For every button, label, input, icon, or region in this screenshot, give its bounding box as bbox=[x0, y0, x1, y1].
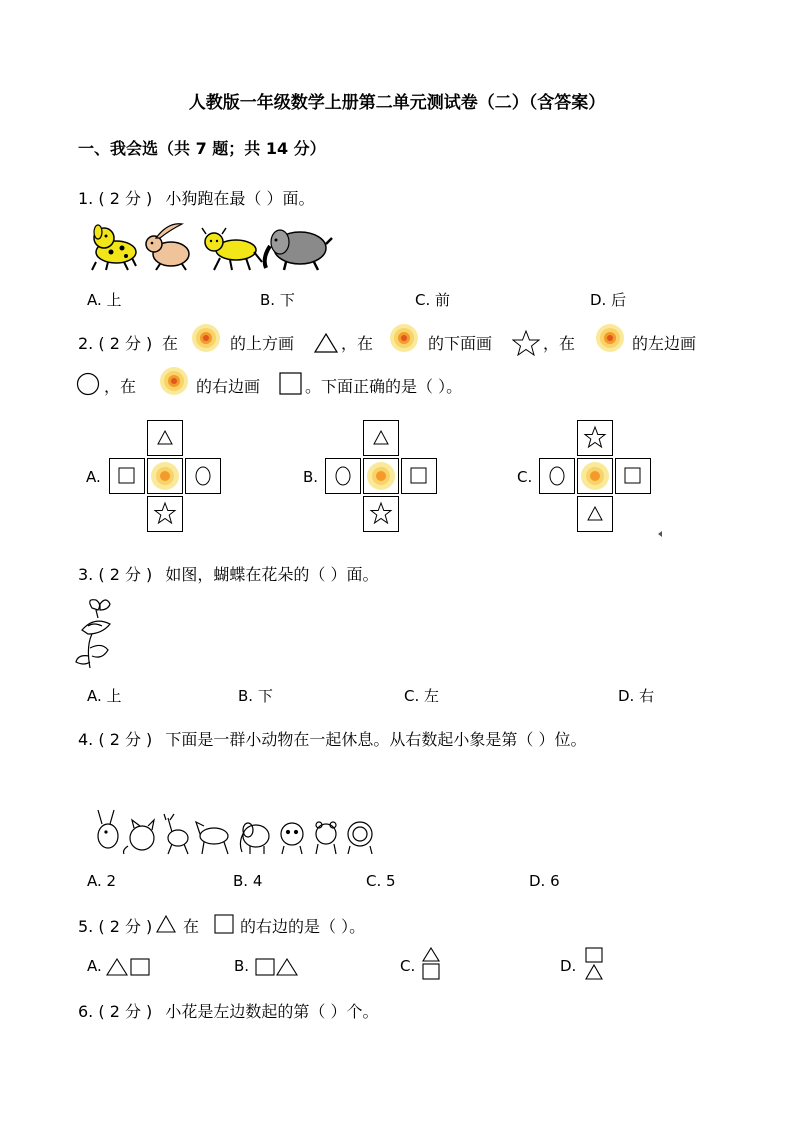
sunflower-icon bbox=[388, 322, 420, 354]
q6-number: 6. bbox=[78, 1002, 94, 1021]
q2-option-a[interactable]: A. bbox=[86, 468, 101, 486]
cow-icon bbox=[202, 228, 262, 270]
cell-left bbox=[109, 458, 145, 494]
q3-option-a[interactable]: A. 上 bbox=[87, 687, 122, 705]
q5-text-2: 的右边的是（ ）。 bbox=[240, 917, 366, 936]
q5-text-1: 在 bbox=[183, 917, 200, 936]
lion-icon bbox=[348, 822, 372, 854]
animals-line-drawing bbox=[92, 806, 382, 856]
q1-number: 1. bbox=[78, 189, 94, 208]
cell-bottom bbox=[147, 496, 183, 532]
dog-icon bbox=[92, 225, 136, 270]
sunflower-icon bbox=[158, 365, 190, 397]
cell-center bbox=[147, 458, 183, 494]
cell-bottom bbox=[363, 496, 399, 532]
question-3 bbox=[78, 562, 378, 585]
q5-score: ( 2 分 ) bbox=[98, 917, 153, 936]
deer-icon bbox=[164, 814, 188, 854]
butterfly-flower-picture bbox=[72, 596, 122, 672]
sunflower-icon bbox=[190, 322, 222, 354]
horse-icon bbox=[196, 822, 228, 854]
cell-right bbox=[401, 458, 437, 494]
q5-option-b[interactable]: B. bbox=[234, 957, 250, 975]
rabbit-icon bbox=[98, 810, 118, 848]
cell-left bbox=[325, 458, 361, 494]
q1-option-d[interactable]: D. 后 bbox=[590, 291, 627, 309]
triangle-square-figure bbox=[106, 957, 152, 977]
cell-center bbox=[363, 458, 399, 494]
q6-score: ( 2 分 ) bbox=[98, 1002, 153, 1021]
triangle-icon bbox=[156, 915, 176, 933]
q4-text: 下面是一群小动物在一起休息。从右数起小象是第（ ）位。 bbox=[165, 730, 587, 749]
elephant-icon bbox=[240, 823, 269, 854]
q4-number: 4. bbox=[78, 730, 94, 749]
q5-number-score bbox=[78, 914, 152, 937]
square-icon bbox=[279, 372, 302, 395]
q1-option-b[interactable]: B. 下 bbox=[260, 291, 295, 309]
cell-top bbox=[363, 420, 399, 456]
q2-number-score bbox=[78, 331, 152, 354]
q5-option-c[interactable]: C. bbox=[400, 957, 416, 975]
question-4 bbox=[78, 727, 586, 750]
q5-number: 5. bbox=[78, 917, 94, 936]
q2-text-4: 的下面画 bbox=[428, 334, 493, 353]
q4-score: ( 2 分 ) bbox=[98, 730, 153, 749]
cell-top bbox=[577, 420, 613, 456]
cat-icon bbox=[124, 820, 155, 854]
q1-option-c[interactable]: C. 前 bbox=[415, 291, 451, 309]
q2-text-7: ，在 bbox=[104, 377, 137, 396]
q5-option-a[interactable]: A. bbox=[87, 957, 102, 975]
section-heading: 一、我会选（共 7 题；共 14 分） bbox=[78, 139, 326, 158]
q2-text-5: ，在 bbox=[543, 334, 576, 353]
q2-figure-b bbox=[325, 420, 439, 534]
q3-text: 如图，蝴蝶在花朵的（ ）面。 bbox=[165, 565, 379, 584]
animals-picture bbox=[86, 218, 336, 274]
q1-score: ( 2 分 ) bbox=[98, 189, 153, 208]
q3-number: 3. bbox=[78, 565, 94, 584]
cell-bottom bbox=[577, 496, 613, 532]
q2-text-6: 的左边画 bbox=[632, 334, 697, 353]
q3-score: ( 2 分 ) bbox=[98, 565, 153, 584]
cell-right bbox=[615, 458, 651, 494]
cell-left bbox=[539, 458, 575, 494]
q5-option-d[interactable]: D. bbox=[560, 957, 577, 975]
triangle-over-square-figure bbox=[421, 947, 441, 981]
q2-text-1: 在 bbox=[162, 334, 179, 353]
q3-option-b[interactable]: B. 下 bbox=[238, 687, 273, 705]
monkey-icon bbox=[281, 823, 303, 854]
q4-option-a[interactable]: A. 2 bbox=[87, 872, 117, 890]
q3-option-c[interactable]: C. 左 bbox=[404, 687, 440, 705]
q2-score: ( 2 分 ) bbox=[98, 334, 153, 353]
cell-center bbox=[577, 458, 613, 494]
sunflower-icon bbox=[594, 322, 626, 354]
bear-icon bbox=[316, 822, 336, 854]
q2-text-3: ，在 bbox=[341, 334, 374, 353]
cell-top bbox=[147, 420, 183, 456]
q4-option-d[interactable]: D. 6 bbox=[529, 872, 560, 890]
q2-text-2: 的上方画 bbox=[230, 334, 295, 353]
page-title: 人教版一年级数学上册第二单元测试卷（二）（含答案） bbox=[188, 93, 606, 113]
rabbit-icon bbox=[146, 224, 189, 270]
triangle-icon bbox=[313, 332, 339, 354]
square-icon bbox=[214, 914, 234, 934]
q3-option-d[interactable]: D. 右 bbox=[618, 687, 655, 705]
circle-icon bbox=[76, 372, 100, 396]
square-triangle-figure bbox=[254, 957, 300, 977]
q2-number: 2. bbox=[78, 334, 94, 353]
q2-text-9: 。下面正确的是（ ）。 bbox=[305, 377, 463, 396]
question-6 bbox=[78, 999, 378, 1022]
q4-option-c[interactable]: C. 5 bbox=[366, 872, 396, 890]
q2-text-8: 的右边画 bbox=[196, 377, 261, 396]
q2-figure-a bbox=[109, 420, 223, 534]
square-over-triangle-figure bbox=[584, 947, 604, 981]
q6-text: 小花是左边数起的第（ ）个。 bbox=[165, 1002, 379, 1021]
question-1 bbox=[78, 186, 314, 209]
star-icon bbox=[512, 330, 540, 356]
cell-right bbox=[185, 458, 221, 494]
small-arrow-mark bbox=[657, 530, 663, 538]
q2-option-c[interactable]: C. bbox=[517, 468, 533, 486]
q1-text: 小狗跑在最（ ）面。 bbox=[165, 189, 315, 208]
q2-option-b[interactable]: B. bbox=[303, 468, 319, 486]
elephant-icon bbox=[265, 230, 332, 270]
q1-option-a[interactable]: A. 上 bbox=[87, 291, 122, 309]
q2-figure-c bbox=[539, 420, 653, 534]
q4-option-b[interactable]: B. 4 bbox=[233, 872, 263, 890]
